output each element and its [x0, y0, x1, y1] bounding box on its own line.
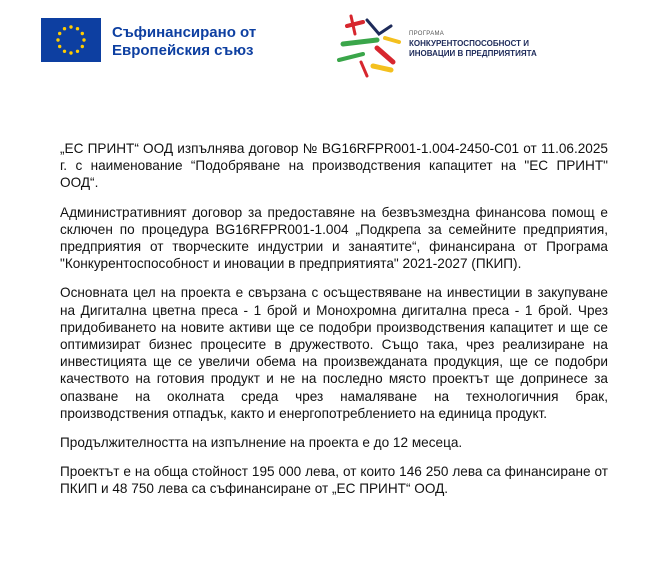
- programme-logo-icon: [333, 10, 407, 80]
- eu-caption: [112, 24, 256, 60]
- paragraph-grant-agreement: Административният договор за предоставяне на безвъзмездна финансова помощ е сключен по процедура BG16RFPR001-1.004 „Подкрепа за семейните предприятия, предприятия от творческите индустрии и занаятите“, финансирана от Програма "Конкурентоспособност и иновации в предприятията" 2021-2027 (ПКИП).: [60, 204, 608, 272]
- programme-name-line2: ИНОВАЦИИ В ПРЕДПРИЯТИЯТА: [409, 49, 537, 58]
- eu-flag-icon: [41, 18, 101, 62]
- eu-stars: [41, 18, 101, 62]
- page-header: [0, 0, 646, 90]
- eu-caption-line1: Съфинансирано от: [112, 24, 257, 41]
- paragraph-duration: Продължителността на изпълнение на проекта е до 12 месеца.: [60, 435, 463, 451]
- paragraph-budget: Проектът е на обща стойност 195 000 лева, от които 146 250 лева са финансиране от ПКИП и 48 750 лева са съфинансиране от „ЕС ПРИНТ“ ООД.: [60, 464, 608, 497]
- programme-name-line1: КОНКУРЕНТОСПОСОБНОСТ И: [409, 39, 530, 48]
- programme-label: ПРОГРАМА: [409, 31, 445, 37]
- eu-caption-line2: Европейския съюз: [112, 42, 254, 59]
- paragraph-contract: „ЕС ПРИНТ“ ООД изпълнява договор № BG16RFPR001-1.004-2450-C01 от 11.06.2025 г. с наименование “Подобряване на производствения капацитет на "ЕС ПРИНТ" ООД“.: [60, 141, 608, 191]
- paragraph-project-goal: Основната цел на проекта е свързана с осъществяване на инвестиции в закупуване на Дигитална цветна преса - 1 брой и Монохромна дигитална преса - 1 брой. Чрез придобиването на новите активи ще се подобри производствения капацитет и ще се оптимизират бизнес процесите в дружеството. Също така, чрез реализиране на инвестицията ще се увеличи обема на произвежданата продукция, ще се подобри качеството на готовия продукт и не на последно място проектът ще допринесе за опазване на околната среда чрез намаляване на технологичния брак, производствения отпадък, както и енергопотреблението на единица продукт.: [60, 285, 608, 421]
- eu-star-ring: [56, 25, 85, 54]
- programme-caption: [409, 30, 537, 59]
- document-body: [60, 140, 608, 510]
